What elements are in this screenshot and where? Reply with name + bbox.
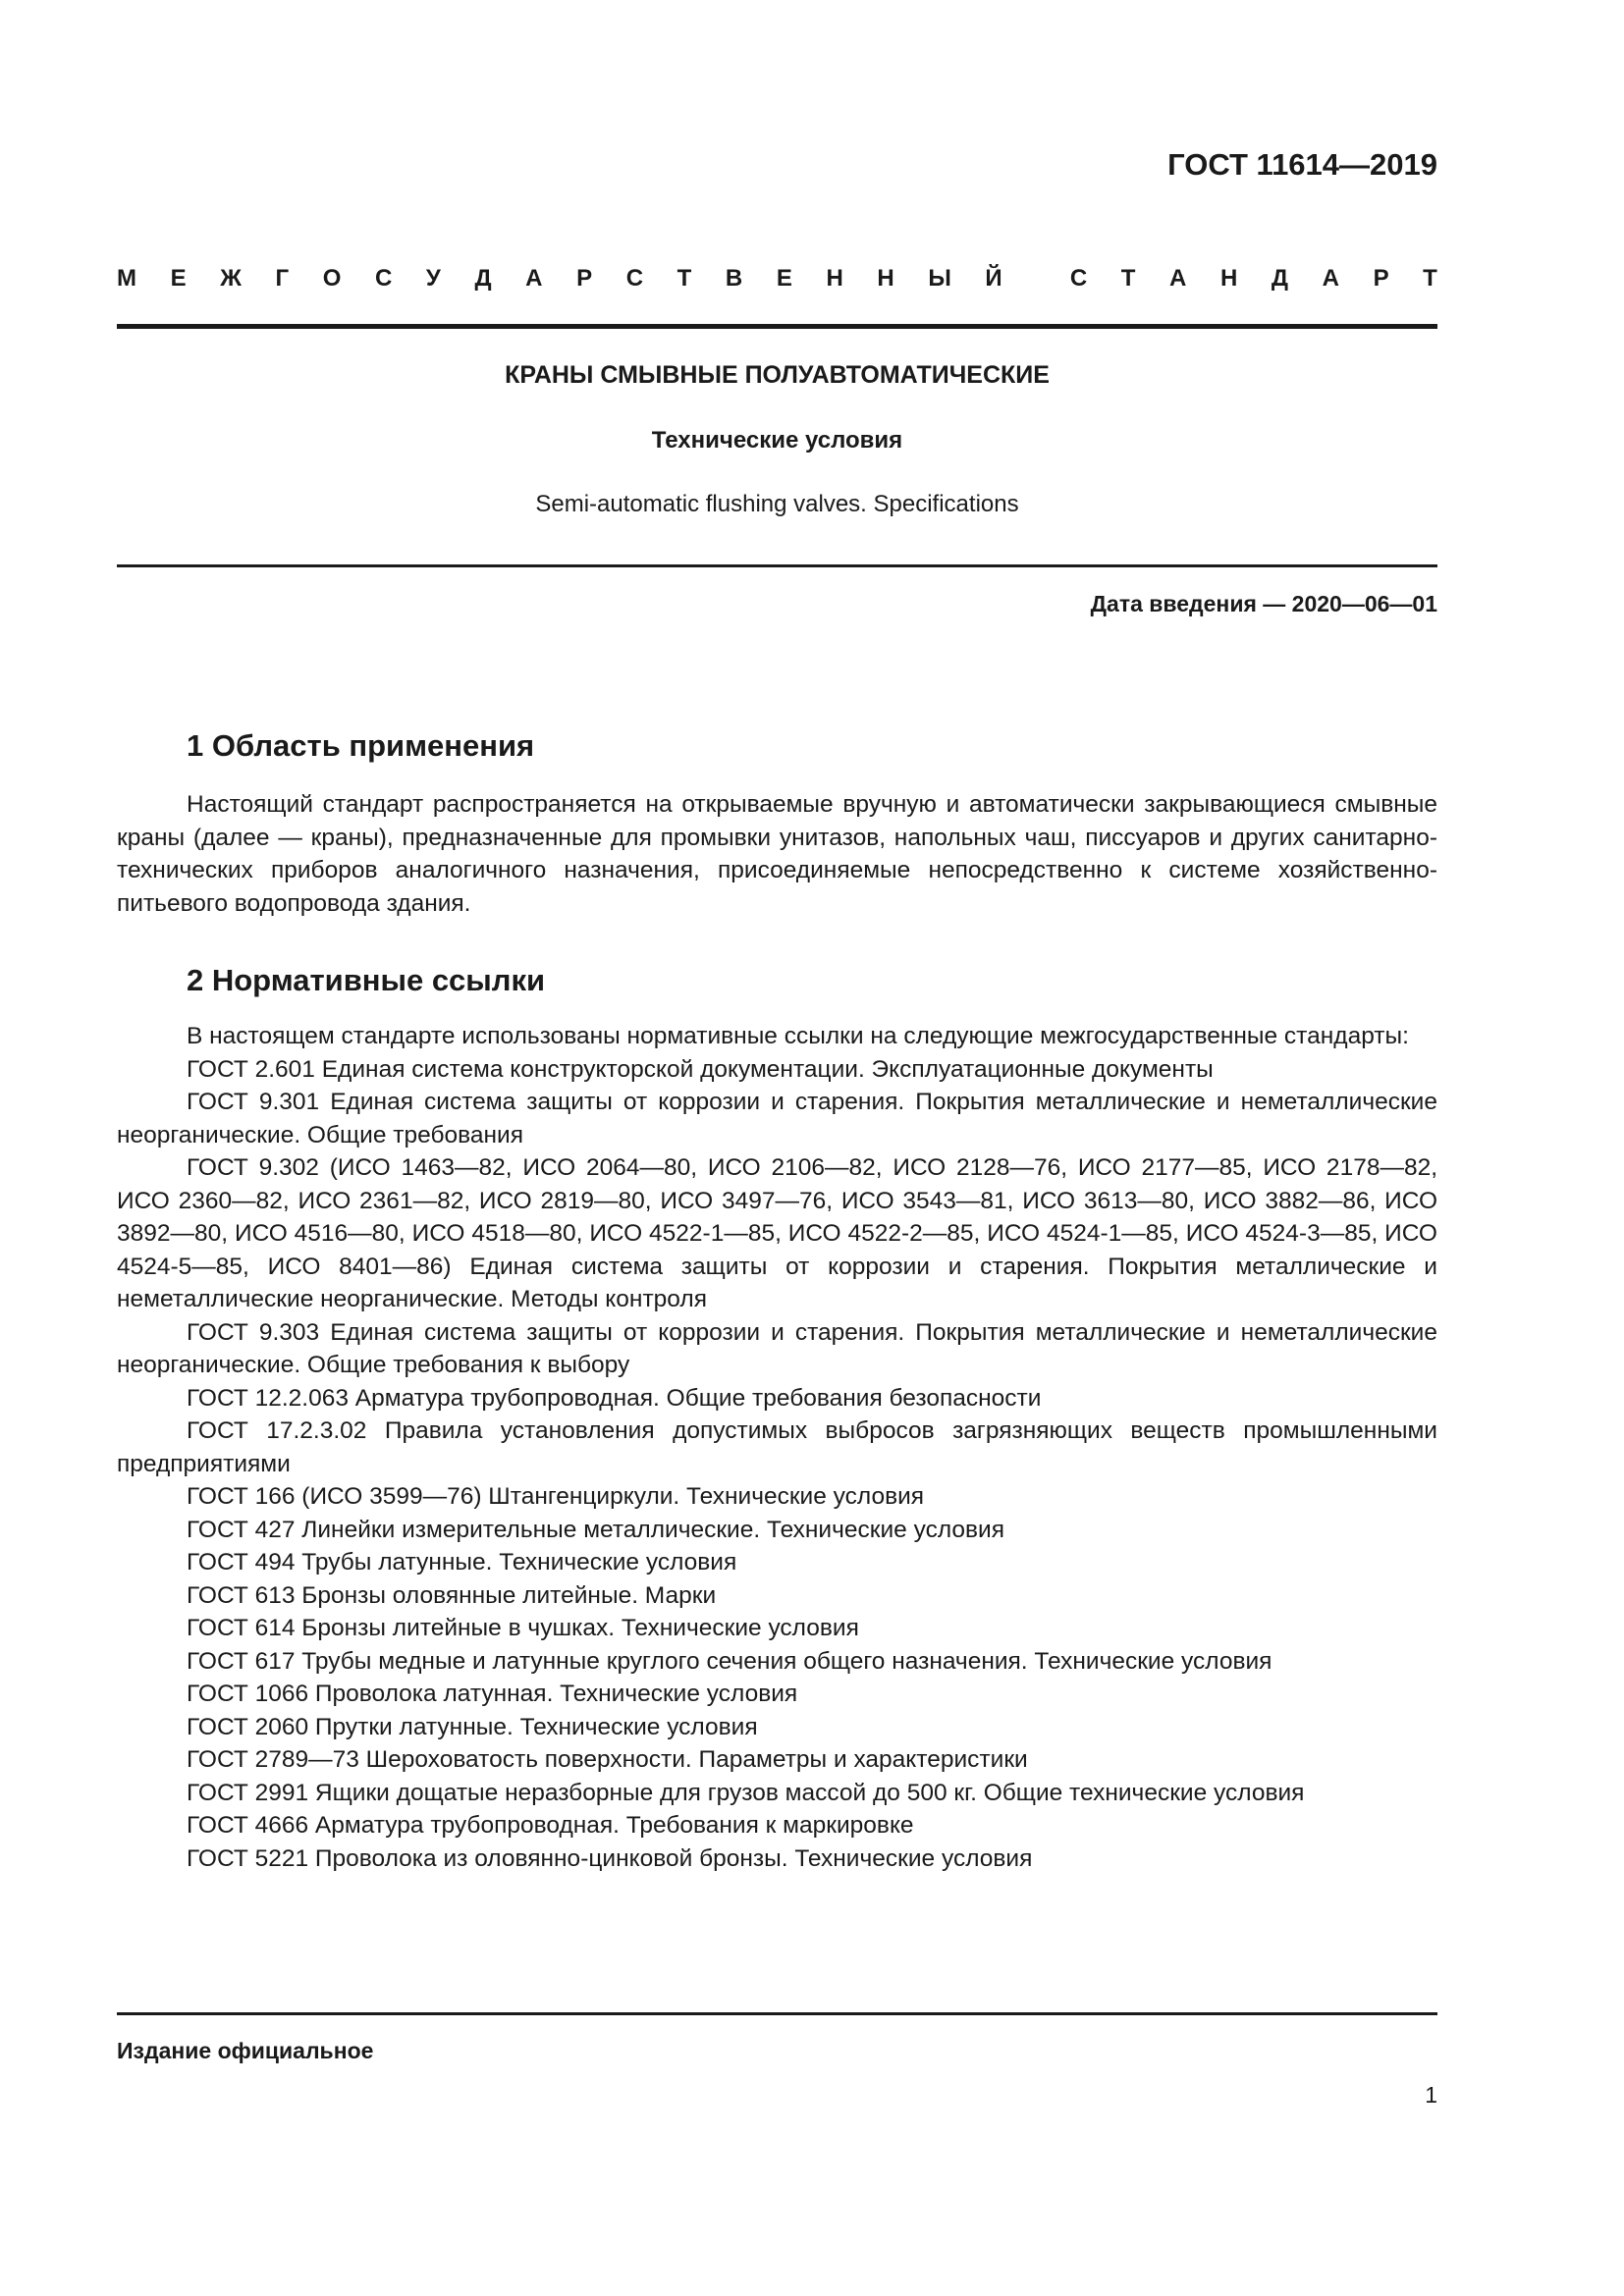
reference-item: ГОСТ 12.2.063 Арматура трубопроводная. Общие требования безопасности [187,1384,1042,1412]
document-code: ГОСТ 11614—2019 [1167,147,1437,182]
reference-item: ГОСТ 2991 Ящики дощатые неразборные для грузов массой до 500 кг. Общие технические условия [187,1779,1305,1806]
banner-letter: В [725,265,743,292]
section-heading-normative-references: 2 Нормативные ссылки [187,963,546,997]
banner-letter: Ж [220,265,242,292]
banner-letter: О [322,265,342,292]
banner-letter: Й [985,265,1002,292]
reference-item: ГОСТ 2060 Прутки латунные. Технические условия [187,1713,758,1740]
reference-item: ГОСТ 427 Линейки измерительные металлические. Технические условия [187,1516,1004,1543]
banner-letter: У [425,265,441,292]
banner-letter: Д [474,265,492,292]
banner-letter: Г [275,265,290,292]
reference-item: ГОСТ 17.2.3.02 Правила установления допустимых выбросов загрязняющих веществ промышленными предприятиями [117,1417,1437,1477]
reference-item: ГОСТ 2.601 Единая система конструкторской документации. Эксплуатационные документы [187,1055,1214,1083]
scope-paragraph: Настоящий стандарт распространяется на открываемые вручную и автоматически закрывающиеся смывные краны (далее — краны), предназначенные для промывки унитазов, напольных чаш, писсуаров и других санитарно-технических приборов аналогичного назначения, присоединяемые непосредственно к системе хозяйственно-питьевого водопровода здания. [117,791,1437,917]
banner-letter: Р [1373,265,1389,292]
banner-letter: С [625,265,644,292]
banner-letter: А [525,265,543,292]
banner-letter: С [374,265,393,292]
reference-item: ГОСТ 166 (ИСО 3599—76) Штангенциркули. Технические условия [187,1483,925,1510]
document-subtitle: Технические условия [651,427,903,454]
page-number: 1 [1425,2082,1437,2108]
banner-letter: С [1069,265,1088,292]
document-title: КРАНЫ СМЫВНЫЕ ПОЛУАВТОМАТИЧЕСКИЕ [505,361,1050,389]
banner-letter: Т [1423,265,1437,292]
reference-item: ГОСТ 613 Бронзы оловянные литейные. Марки [187,1581,717,1609]
reference-item: ГОСТ 494 Трубы латунные. Технические условия [187,1549,737,1575]
reference-item: ГОСТ 617 Трубы медные и латунные круглого сечения общего назначения. Технические условия [187,1647,1272,1675]
reference-item: ГОСТ 9.301 Единая система защиты от коррозии и старения. Покрытия металлические и неметаллические неорганические. Общие требования [117,1089,1437,1148]
reference-item: ГОСТ 2789—73 Шероховатость поверхности. Параметры и характеристики [187,1746,1028,1773]
reference-item: ГОСТ 9.303 Единая система защиты от коррозии и старения. Покрытия металлические и неметаллические неорганические. Общие требования к выбору [117,1318,1437,1378]
reference-item: ГОСТ 1066 Проволока латунная. Технические условия [187,1681,798,1707]
scope-section-body [117,788,1437,920]
interstate-standard-banner [117,265,1437,293]
banner-letter: А [1169,265,1187,292]
document-title-english: Semi-automatic flushing valves. Specifications [535,491,1019,517]
banner-letter: Е [170,265,187,292]
banner-letter: Н [826,265,843,292]
banner-letter: А [1322,265,1339,292]
banner-letter: Р [576,265,593,292]
footer-divider [117,2012,1437,2015]
introduction-date: Дата введения — 2020—06—01 [1090,591,1437,616]
reference-item: ГОСТ 5221 Проволока из оловянно-цинковой бронзы. Технические условия [187,1844,1033,1872]
banner-letter: Ы [928,265,951,292]
banner-letter: М [117,265,136,292]
official-edition-label: Издание официальное [117,2038,374,2063]
banner-letter: Е [776,265,792,292]
section-heading-scope: 1 Область применения [187,728,535,763]
title-divider [117,564,1437,567]
normative-references-body [117,1020,1437,1875]
banner-letter: Н [1219,265,1238,292]
banner-letter: Т [677,265,692,292]
banner-letter: Т [1120,265,1136,292]
reference-item: ГОСТ 4666 Арматура трубопроводная. Требования к маркировке [187,1812,914,1839]
reference-item: ГОСТ 614 Бронзы литейные в чушках. Технические условия [187,1615,859,1641]
reference-item: ГОСТ 9.302 (ИСО 1463—82, ИСО 2064—80, ИСО 2106—82, ИСО 2128—76, ИСО 2177—85, ИСО 2178—82, ИСО 2360—82, ИСО 2361—82, ИСО 2819—80, ИСО 3497—76, ИСО 3543—81, ИСО 3613—80, ИСО 3882—86, ИСО 3892—80, ИСО 4516—80, ИСО 4518—80, ИСО 4522-1—85, ИСО 4522-2—85, ИСО 4524-1—85, ИСО 4524-3—85, ИСО 4524-5—85, ИСО 8401—86) Единая система защиты от коррозии и старения. Покрытия металлические и неметаллические неорганические. Методы контроля [117,1154,1437,1312]
banner-letter: Н [877,265,894,292]
banner-letter: Д [1271,265,1289,292]
header-divider [117,324,1437,329]
references-intro: В настоящем стандарте использованы нормативные ссылки на следующие межгосударственные стандарты: [187,1023,1409,1049]
